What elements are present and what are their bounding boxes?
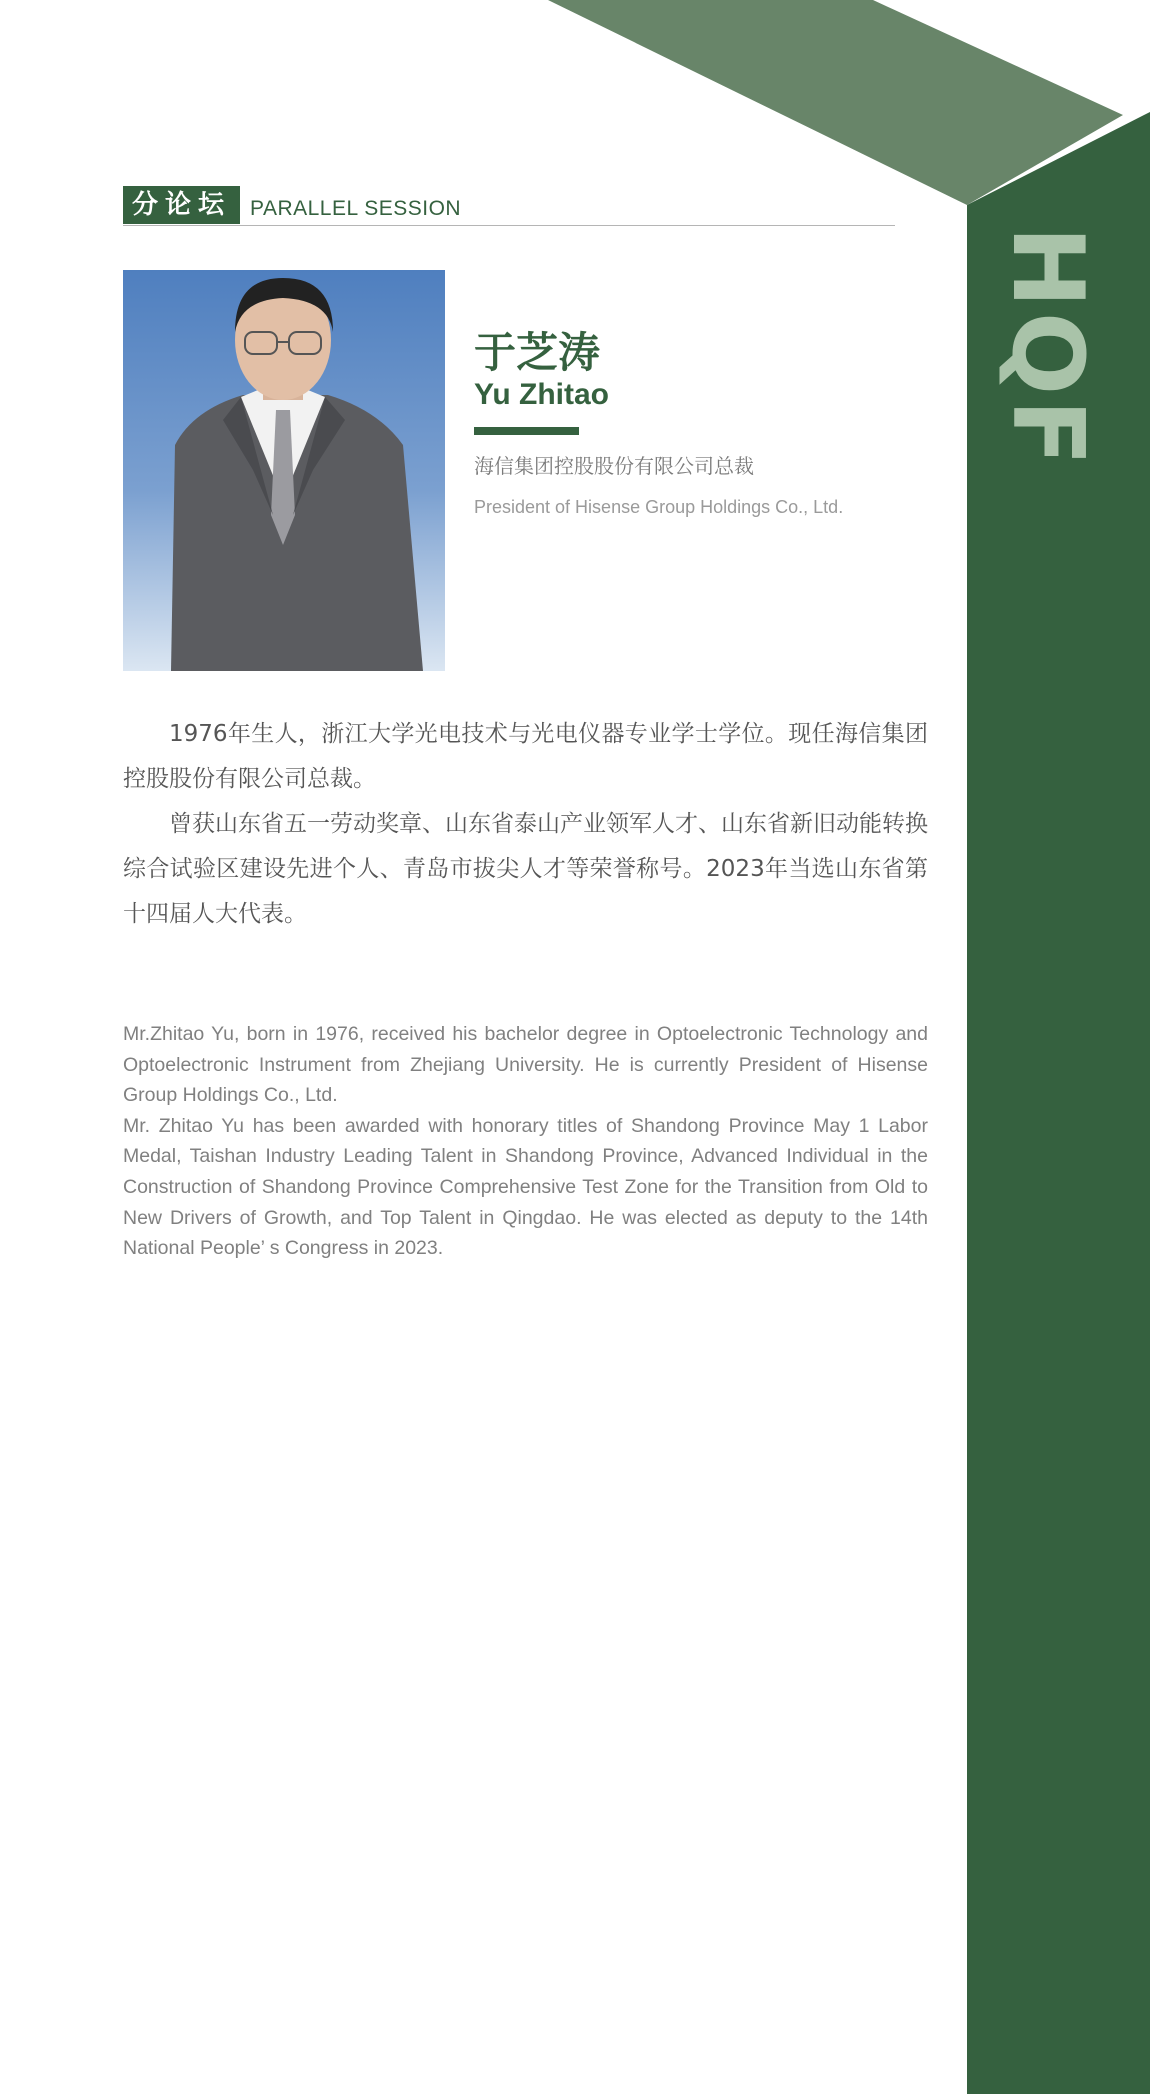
- name-underline-bar: [474, 427, 579, 435]
- bio-en-paragraph: Mr.Zhitao Yu, born in 1976, received his bachelor degree in Optoelectronic Technology and Optoelectronic Instrument from Zhejiang University. He is currently President of Hisense Group Holdings Co., Ltd.: [123, 1023, 928, 1107]
- speaker-title-cn: 海信集团控股股份有限公司总裁: [474, 454, 754, 478]
- speaker-portrait-illustration: [123, 270, 445, 671]
- section-label-en: PARALLEL SESSION: [250, 197, 462, 220]
- speaker-name-en: Yu Zhitao: [474, 378, 609, 411]
- section-label-cn: 分论坛: [123, 186, 240, 224]
- bio-en-paragraph: Mr. Zhitao Yu has been awarded with honorary titles of Shandong Province May 1 Labor Medal, Taishan Industry Leading Talent in Shandong Province, Advanced Individual in the Construction of Shandong Province Comprehensive Test Zone for the Transition from Old to New Drivers of Growth, and Top Talent in Qingdao. He was elected as deputy to the 14th National People’ s Congress in 2023.: [123, 1114, 928, 1260]
- hqf-vertical-logo: HQF: [990, 225, 1104, 471]
- speaker-name-cn: 于芝涛: [474, 328, 601, 377]
- speaker-title-en: President of Hisense Group Holdings Co., Ltd.: [474, 497, 844, 517]
- speaker-photo: [123, 270, 445, 671]
- bio-chinese: [123, 712, 928, 937]
- section-header: [123, 186, 895, 226]
- bio-cn-paragraph: 1976年生人，浙江大学光电技术与光电仪器专业学士学位。现任海信集团控股股份有限公司总裁。: [123, 721, 928, 792]
- bio-english: [123, 1019, 928, 1264]
- bio-cn-paragraph: 曾获山东省五一劳动奖章、山东省泰山产业领军人才、山东省新旧动能转换综合试验区建设先进个人、青岛市拔尖人才等荣誉称号。2023年当选山东省第十四届人大代表。: [123, 811, 928, 927]
